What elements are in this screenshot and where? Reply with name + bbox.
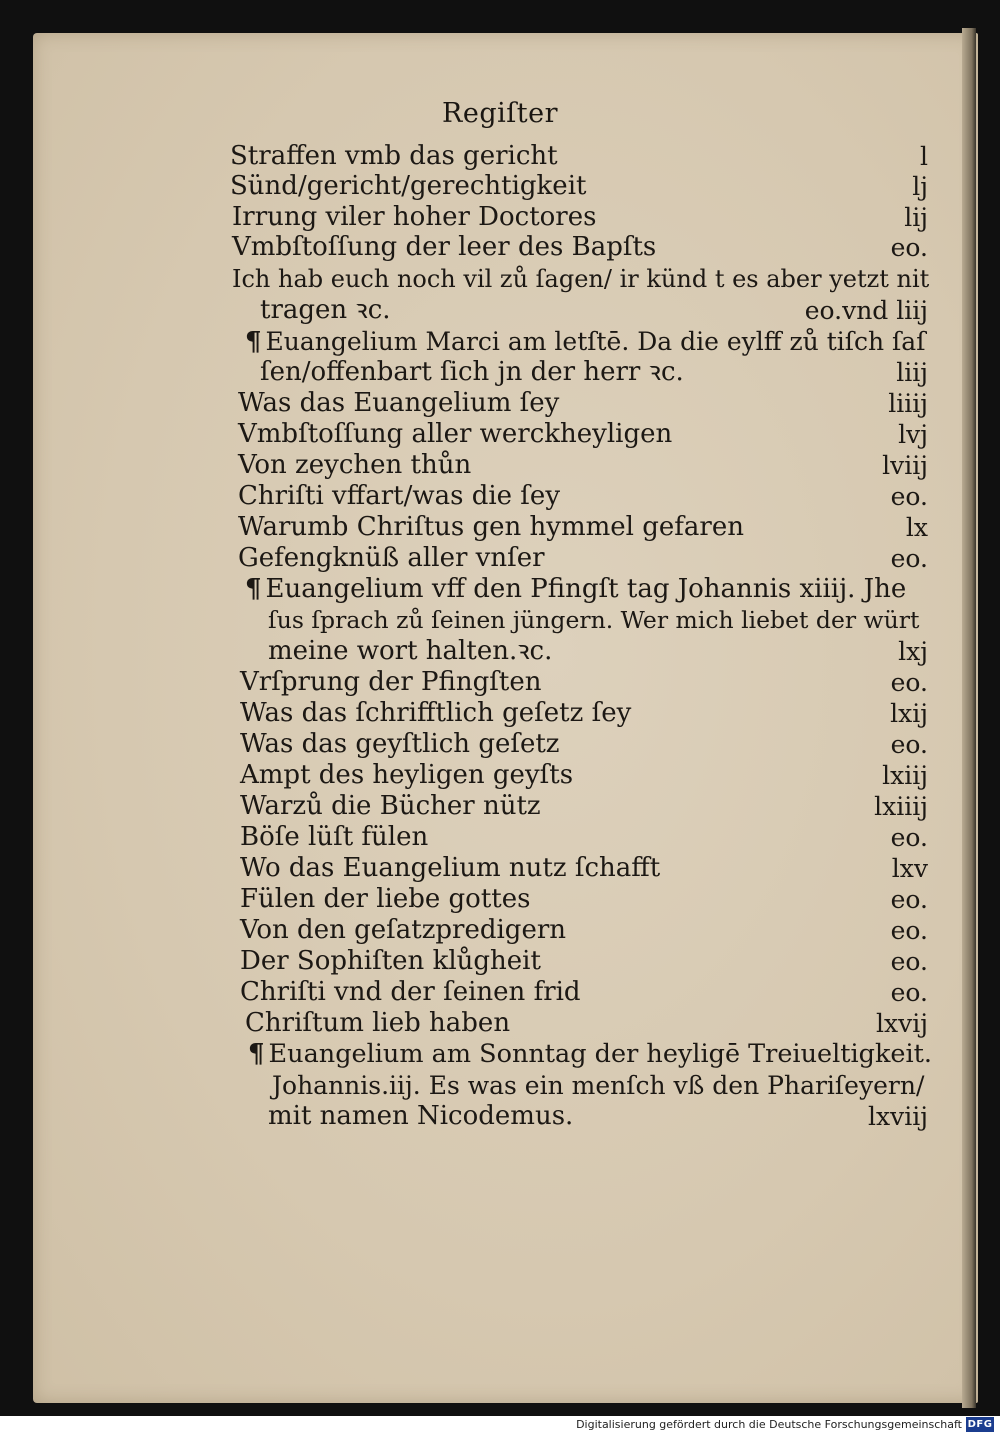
entry-text <box>240 915 566 946</box>
register-entry <box>0 636 1000 667</box>
entry-text <box>232 202 596 233</box>
entry-label: Straffen vmb das gericht <box>230 141 558 171</box>
entry-text <box>245 574 906 605</box>
entry-text <box>245 1008 510 1039</box>
register-entry <box>0 141 1000 172</box>
credit-footer <box>0 1416 1000 1434</box>
register-entry <box>0 512 1000 543</box>
register-entry <box>0 295 1000 326</box>
entry-text <box>260 295 391 326</box>
entry-label: Chriſti vffart/was die ſey <box>238 481 561 511</box>
entry-folio: lij <box>904 203 928 232</box>
register-entry <box>0 481 1000 512</box>
entry-folio: eo. <box>890 544 928 573</box>
entry-text <box>272 1070 924 1101</box>
entry-label: Ampt des heyligen geyſts <box>240 760 574 790</box>
entry-label: Euangelium am Sonntag der heyligē Treiueltigkeit. <box>268 1039 933 1069</box>
entry-text <box>240 698 631 729</box>
entry-label: Chriſtum lieb haben <box>245 1008 511 1038</box>
entry-text <box>238 543 545 574</box>
entry-text <box>268 605 919 636</box>
register-entry <box>0 977 1000 1008</box>
entry-folio: lxviij <box>868 1102 928 1131</box>
entry-label: Warumb Chriſtus gen hymmel gefaren <box>238 512 744 542</box>
entry-text <box>240 791 541 822</box>
entry-folio: liiij <box>888 389 928 418</box>
register-entry <box>0 1008 1000 1039</box>
entry-label: Warzů die Bücher nütz <box>240 791 541 821</box>
entry-text <box>238 419 672 450</box>
entry-label: Wo das Euangelium nutz ſchafft <box>240 853 661 883</box>
entry-label: ſen/offenbart ſich jn der herr ꝛc. <box>260 357 684 387</box>
register-entry <box>0 1070 1000 1101</box>
entry-label: Der Sophiſten klůgheit <box>240 946 541 976</box>
entry-folio: eo. <box>890 730 928 759</box>
register-entry <box>0 667 1000 698</box>
entry-label: Ich hab euch noch vil zů ſagen/ ir künd t es aber yetzt nit <box>232 265 930 293</box>
pilcrow-mark: ¶ <box>245 327 262 357</box>
entry-folio: eo. <box>890 482 928 511</box>
entry-label: Vmbſtoſſung aller werckheyligen <box>238 419 673 449</box>
entry-folio: eo. <box>890 823 928 852</box>
entry-text <box>232 264 929 295</box>
entry-text <box>240 822 428 853</box>
credit-text: Digitalisierung gefördert durch die Deutsche Forschungsgemeinschaft <box>576 1418 962 1431</box>
entry-folio: lx <box>905 513 928 542</box>
entry-text <box>230 171 586 202</box>
entry-text <box>240 884 530 915</box>
entry-folio: lxij <box>890 699 928 728</box>
entry-label: Gefengknüß aller vnſer <box>238 543 545 573</box>
register-entry <box>0 419 1000 450</box>
entry-label: Was das geyſtlich geſetz <box>240 729 560 759</box>
register-entry <box>0 574 1000 605</box>
entry-folio: lxj <box>898 637 928 666</box>
entry-folio: liij <box>896 358 928 387</box>
entry-text <box>238 481 560 512</box>
entry-text <box>268 1101 573 1132</box>
register-entry <box>0 232 1000 263</box>
register-entry <box>0 915 1000 946</box>
register-entry <box>0 326 1000 357</box>
entry-label: Böſe lüſt fülen <box>240 822 429 852</box>
entry-text <box>240 977 581 1008</box>
entry-folio: eo. <box>890 233 928 262</box>
dfg-logo: DFG <box>967 1419 993 1430</box>
entry-text <box>238 450 471 481</box>
register-entry <box>0 1039 1000 1070</box>
entry-folio: eo. <box>890 916 928 945</box>
entry-label: Johannis.iij. Es was ein menſch vß den Phariſeyern/ <box>272 1071 925 1100</box>
entry-text <box>240 760 573 791</box>
entry-folio: lxiij <box>882 761 928 790</box>
register-entry <box>0 698 1000 729</box>
entry-label: Vrſprung der Pfingſten <box>240 667 542 697</box>
pilcrow-mark: ¶ <box>245 574 262 604</box>
register-entry <box>0 202 1000 233</box>
register-entry <box>0 884 1000 915</box>
entry-label: Chriſti vnd der ſeinen frid <box>240 977 581 1007</box>
entry-folio: l <box>920 142 928 171</box>
register-entry <box>0 171 1000 202</box>
register-entry <box>0 543 1000 574</box>
entry-label: mit namen Nicodemus. <box>268 1101 574 1131</box>
register-entry <box>0 388 1000 419</box>
entry-text <box>240 946 541 977</box>
entry-folio: eo. <box>890 885 928 914</box>
register-entry <box>0 791 1000 822</box>
register-entry <box>0 853 1000 884</box>
entry-text <box>268 636 552 667</box>
entry-text <box>232 232 656 263</box>
entry-folio: eo.vnd liij <box>804 296 928 325</box>
register-entry <box>0 264 1000 295</box>
entry-label: Von zeychen thůn <box>238 450 472 480</box>
entry-folio: lj <box>912 172 928 201</box>
register-entry <box>0 1101 1000 1132</box>
entry-folio: lxvij <box>876 1009 928 1038</box>
entry-text <box>240 729 560 760</box>
entry-folio: lvj <box>898 420 928 449</box>
entry-label: Vmbſtoſſung der leer des Bapſts <box>232 232 657 262</box>
entry-folio: lxv <box>891 854 928 883</box>
entry-label: Euangelium vff den Pfingſt tag Johannis xiiij. Jhe <box>265 574 907 604</box>
entry-label: Was das ſchrifftlich geſetz ſey <box>240 698 632 728</box>
entry-label: Euangelium Marci am letſtē. Da die eylff zů tiſch ſaſ <box>265 327 926 356</box>
entry-label: Irrung viler hoher Doctores <box>232 202 597 232</box>
entry-label: meine wort halten.ꝛc. <box>268 636 553 666</box>
running-head: Regiſter <box>442 98 558 129</box>
entry-text <box>240 853 660 884</box>
pilcrow-mark: ¶ <box>248 1039 265 1069</box>
entry-folio: eo. <box>890 668 928 697</box>
entry-folio: lxiiij <box>874 792 928 821</box>
entry-text <box>248 1039 932 1070</box>
entry-folio: lviij <box>882 451 928 480</box>
entry-folio: eo. <box>890 947 928 976</box>
entry-label: Fülen der liebe gottes <box>240 884 531 914</box>
entry-label: Was das Euangelium ſey <box>238 388 560 418</box>
register-entry <box>0 822 1000 853</box>
entry-label: ſus ſprach zů ſeinen jüngern. Wer mich liebet der würt <box>268 606 920 634</box>
entry-label: Von den geſatzpredigern <box>240 915 567 945</box>
register-entry <box>0 729 1000 760</box>
register-entry <box>0 450 1000 481</box>
entry-text <box>240 667 541 698</box>
register-entry <box>0 760 1000 791</box>
register-entry <box>0 605 1000 636</box>
entry-label: Sünd/gericht/gerechtigkeit <box>230 171 587 201</box>
entry-folio: eo. <box>890 978 928 1007</box>
entry-text <box>245 326 925 358</box>
entry-text <box>238 388 559 419</box>
register-entry <box>0 946 1000 977</box>
register-entry <box>0 357 1000 388</box>
entry-text <box>230 141 558 172</box>
entry-text <box>260 357 684 388</box>
entry-label: tragen ꝛc. <box>260 295 391 325</box>
entry-text <box>238 512 744 543</box>
